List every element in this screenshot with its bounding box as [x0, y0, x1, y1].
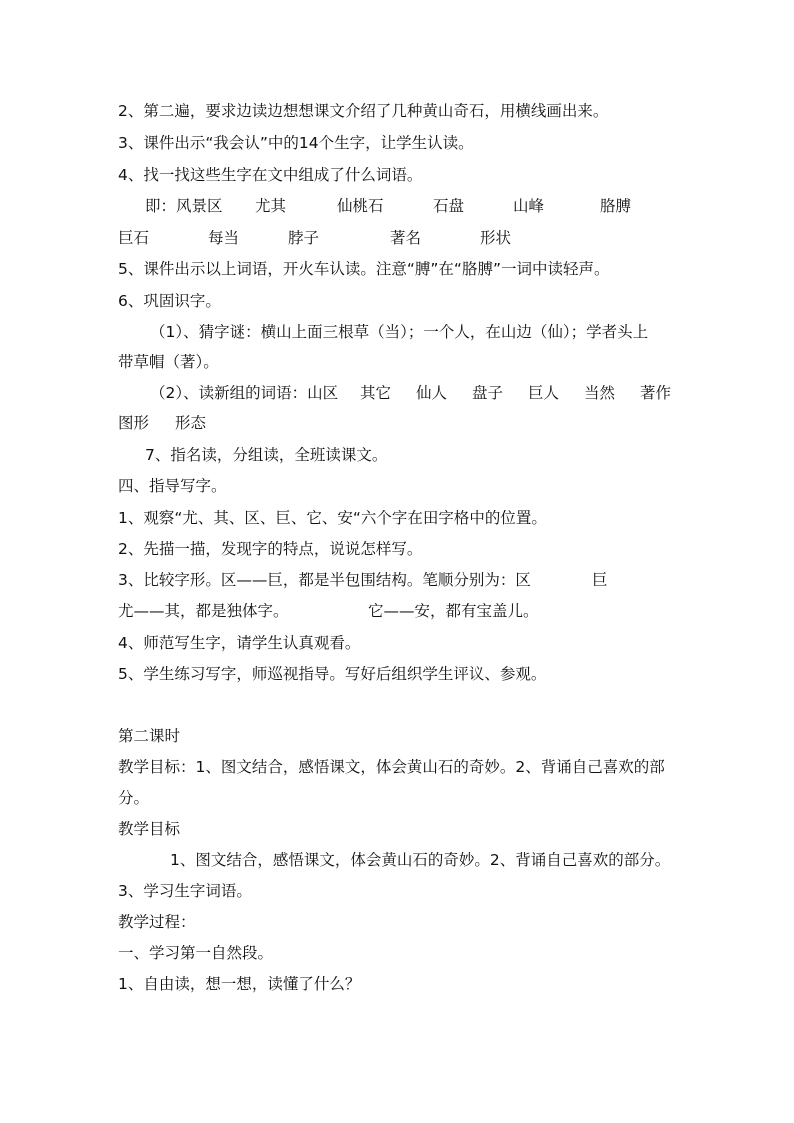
text-line: 教学目标：1、图文结合，感悟课文，体会黄山石的奇妙。2、背诵自己喜欢的部: [118, 758, 665, 776]
text-line: 1、图文结合，感悟课文，体会黄山石的奇妙。2、背诵自己喜欢的部分。: [170, 851, 671, 869]
text-line: 4、师范写生字，请学生认真观看。: [118, 634, 361, 652]
lesson-heading: 第二课时: [118, 727, 181, 745]
word-list-row: [118, 411, 318, 435]
word-item: 尤其: [255, 197, 287, 215]
word-item: 著作: [640, 384, 672, 402]
word-list-row: [150, 381, 675, 405]
word-item: 山峰: [513, 197, 545, 215]
word-item: 巨人: [528, 384, 560, 402]
text-line: [118, 568, 618, 592]
word-list-prefix: 即：风景区: [145, 197, 223, 215]
word-item: 形状: [480, 229, 512, 247]
text-line: 5、学生练习写字，师巡视指导。写好后组织学生评议、参观。: [118, 665, 547, 683]
word-item: 图形: [118, 414, 150, 432]
section-heading: 四、指导写字。: [118, 477, 227, 495]
word-item: 胳膊: [600, 197, 632, 215]
text-line: 1、观察“尤、其、区、巨、它、安“六个字在田字格中的位置。: [118, 509, 547, 527]
word-list-prefix: （2）、读新组的词语：山区: [150, 384, 339, 402]
word-item: 盘子: [472, 384, 504, 402]
word-item: 每当: [208, 229, 240, 247]
text-line: （1）、猜字谜：横山上面三根草（当）；一个人，在山边（仙）；学者头上: [150, 323, 649, 341]
text-line: 7、指名读，分组读，全班读课文。: [145, 446, 388, 464]
text-segment: 3、比较字形。区——巨，都是半包围结构。笔顺分别为：区: [118, 571, 531, 589]
word-list-row: [118, 226, 638, 250]
text-line: 5、课件出示以上词语，开火车认读。注意“膊”在“胳膊”一词中读轻声。: [118, 260, 610, 278]
text-line: 分。: [118, 789, 150, 807]
text-line: [118, 599, 618, 623]
word-item: 仙桃石: [337, 197, 384, 215]
word-item: 石盘: [433, 197, 465, 215]
text-line: 3、学习生字词语。: [118, 882, 252, 900]
text-line: 2、第二遍，要求边读边想想课文介绍了几种黄山奇石，用横线画出来。: [118, 102, 609, 120]
word-item: 形态: [175, 414, 207, 432]
text-segment: 尤——其，都是独体字。: [118, 602, 289, 620]
section-heading: 一、学习第一自然段。: [118, 944, 274, 962]
text-line: 带草帽（著）。: [118, 353, 219, 371]
word-item: 其它: [360, 384, 392, 402]
word-list-row: [145, 194, 665, 218]
word-item: 脖子: [288, 229, 320, 247]
text-line: 6、巩固识字。: [118, 292, 221, 310]
word-item: 仙人: [416, 384, 448, 402]
text-line: 3、课件出示“我会认”中的14个生字，让学生认读。: [118, 134, 474, 152]
text-line: 4、找一找这些生字在文中组成了什么词语。: [118, 166, 423, 184]
word-item: 当然: [584, 384, 616, 402]
text-segment: 它——安，都有宝盖儿。: [368, 602, 539, 620]
text-line: 1、自由读，想一想，读懂了什么？: [118, 975, 361, 993]
text-line: 教学目标: [118, 820, 181, 838]
text-line: 2、先描一描，发现字的特点，说说怎样写。: [118, 540, 423, 558]
word-item: 巨石: [118, 229, 150, 247]
text-segment: 巨: [592, 571, 608, 589]
text-line: 教学过程：: [118, 913, 196, 931]
word-item: 著名: [390, 229, 422, 247]
